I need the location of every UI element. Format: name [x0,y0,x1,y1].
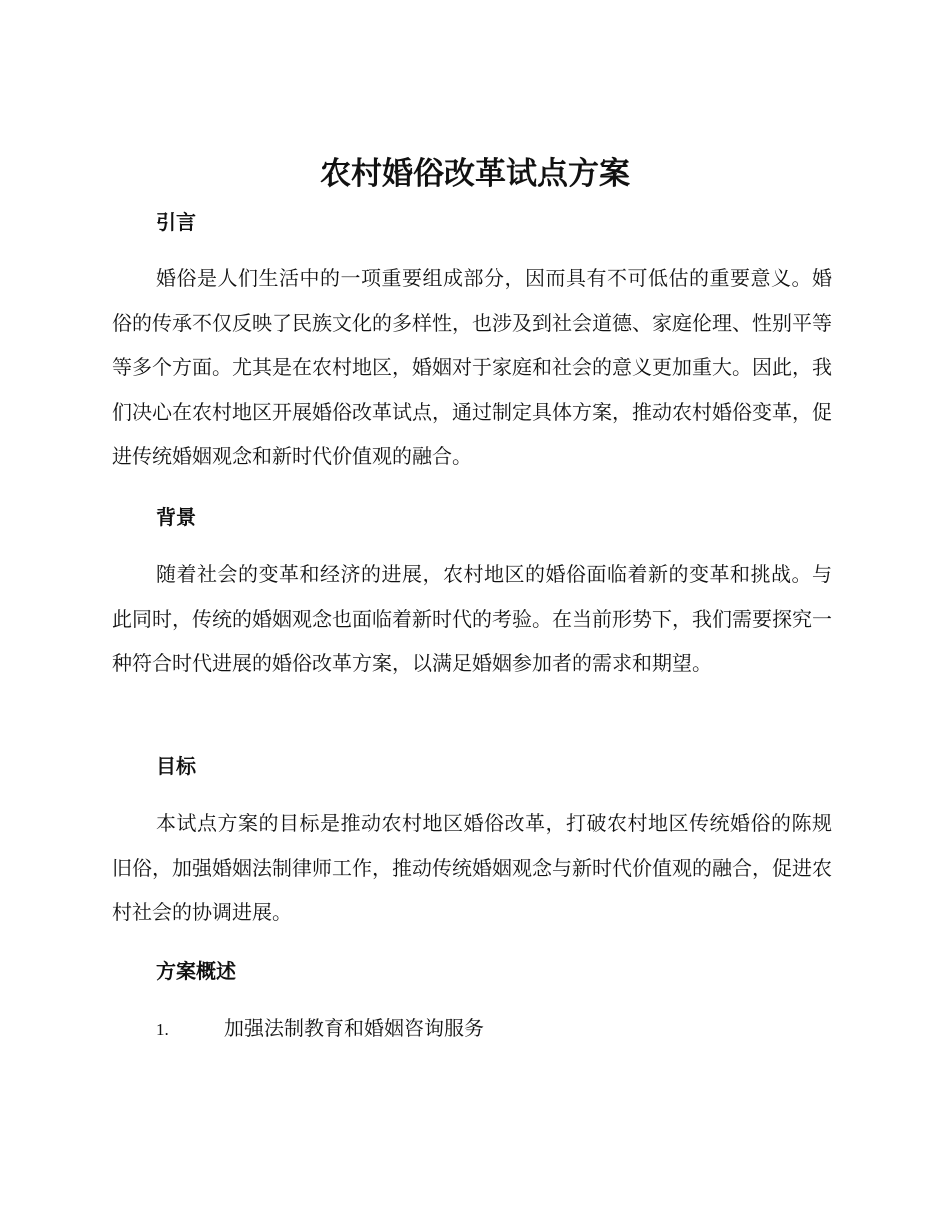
section-heading-overview: 方案概述 [156,959,236,983]
section-paragraph-background: 随着社会的变革和经济的进展，农村地区的婚俗面临着新的变革和挑战。与此同时，传统的婚姻观念也面临着新时代的考验。在当前形势下，我们需要探究一种符合时代进展的婚俗改革方案，以满足婚姻参加者的需求和期望。 [112,562,832,675]
list-item-number: 1. [156,1020,169,1039]
section-heading-goal: 目标 [156,754,196,778]
section-paragraph-intro: 婚俗是人们生活中的一项重要组成部分，因而具有不可低估的重要意义。婚俗的传承不仅反映了民族文化的多样性，也涉及到社会道德、家庭伦理、性别平等等多个方面。尤其是在农村地区，婚姻对于家庭和社会的意义更加重大。因此，我们决心在农村地区开展婚俗改革试点，通过制定具体方案，推动农村婚俗变革，促进传统婚姻观念和新时代价值观的融合。 [112,266,832,468]
section-paragraph-goal: 本试点方案的目标是推动农村地区婚俗改革，打破农村地区传统婚俗的陈规旧俗，加强婚姻法制律师工作，推动传统婚姻观念与新时代价值观的融合，促进农村社会的协调进展。 [112,811,832,924]
section-heading-intro: 引言 [156,210,196,234]
list-item [156,1012,484,1046]
list-item-text: 加强法制教育和婚姻咨询服务 [224,1016,484,1040]
document-title: 农村婚俗改革试点方案 [320,156,630,192]
section-heading-background: 背景 [156,505,196,529]
